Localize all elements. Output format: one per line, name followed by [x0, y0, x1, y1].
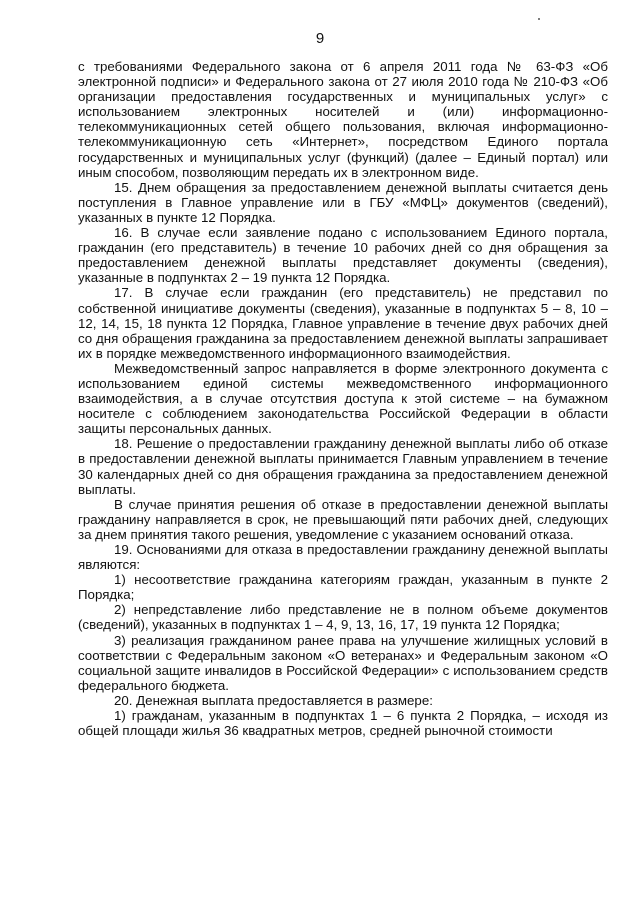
document-body	[78, 59, 608, 738]
paragraph: 1) гражданам, указанным в подпунктах 1 – 6 пункта 2 Порядка, – исходя из общей площади жилья 36 квадратных метров, средней рыночной стоимости	[78, 708, 608, 739]
paragraph: В случае принятия решения об отказе в предоставлении денежной выплаты гражданину направляется в срок, не превышающий пяти рабочих дней, следующих за днем принятия такого решения, уведомление с указанием оснований отказа.	[78, 496, 608, 542]
paragraph: 15. Днем обращения за предоставлением денежной выплаты считается день поступления в Главное управление или в ГБУ «МФЦ» документов (сведений), указанных в пункте 12 Порядка.	[78, 179, 608, 225]
scan-dot	[538, 18, 540, 20]
paragraph: 2) непредставление либо представление не в полном объеме документов (сведений), указанных в подпунктах 1 – 4, 9, 13, 16, 17, 19 пункта 12 Порядка;	[78, 602, 608, 633]
paragraph: 19. Основаниями для отказа в предоставлении гражданину денежной выплаты являются:	[78, 542, 608, 573]
paragraph: 17. В случае если гражданин (его представитель) не представил по собственной инициативе документы (сведения), указанные в подпунктах 5 – 8, 10 – 12, 14, 15, 18 пункта 12 Порядка, Главное управление в течение двух рабочих дней со дня обращения гражданина за предоставлением денежной выплаты запрашивает их в порядке межведомственного информационного взаимодействия.	[78, 285, 608, 361]
paragraph: 20. Денежная выплата предоставляется в размере:	[114, 692, 433, 708]
paragraph: 1) несоответствие гражданина категориям граждан, указанным в пункте 2 Порядка;	[78, 572, 608, 603]
paragraph: 16. В случае если заявление подано с использованием Единого портала, гражданин (его представитель) в течение 10 рабочих дней со дня обращения за предоставлением денежной выплаты представляет документы (сведения), указанные в подпунктах 2 – 19 пункта 12 Порядка.	[78, 225, 608, 286]
page-number: 9	[315, 30, 325, 47]
paragraph: 3) реализация гражданином ранее права на улучшение жилищных условий в соответствии с Федеральным законом «О ветеранах» и Федеральным законом «О социальной защите инвалидов в Российской Федерации» с использованием средств федерального бюджета.	[78, 632, 608, 693]
paragraph: с требованиями Федерального закона от 6 апреля 2011 года № 63-ФЗ «Об электронной подписи» и Федерального закона от 27 июля 2010 года № 210-ФЗ «Об организации предоставления государственных и муниципальных услуг» с использованием электронных носителей и (или) информационно-телекоммуникационных сетей общего пользования, включая информационно-телекоммуникационную сеть «Интернет», посредством Единого портала государственных и муниципальных услуг (функций) (далее – Единый портал) или иным способом, позволяющим передать их в электронном виде.	[78, 59, 608, 180]
paragraph: 18. Решение о предоставлении гражданину денежной выплаты либо об отказе в предоставлении денежной выплаты принимается Главным управлением в течение 30 календарных дней со дня обращения гражданина за предоставлением денежной выплаты.	[78, 436, 608, 497]
paragraph: Межведомственный запрос направляется в форме электронного документа с использованием единой системы межведомственного информационного взаимодействия, а в случае отсутствия доступа к этой системе – на бумажном носителе с соблюдением законодательства Российской Федерации в области защиты персональных данных.	[78, 360, 608, 437]
